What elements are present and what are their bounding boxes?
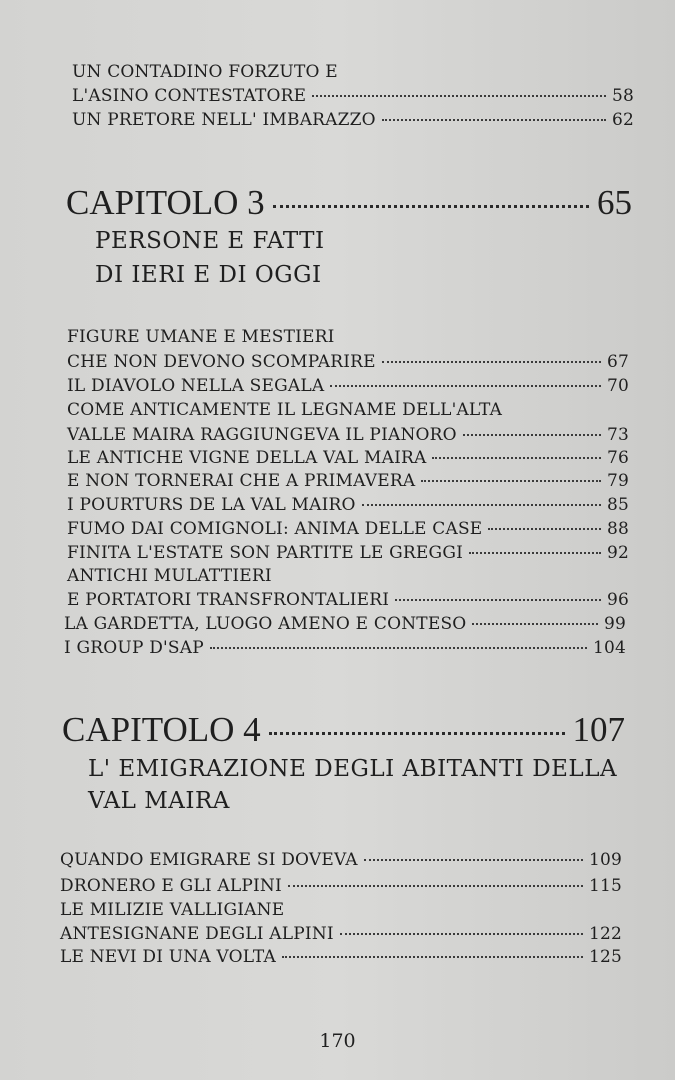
toc-page-number: 115 <box>588 876 622 896</box>
toc-entry-title: LE ANTICHE VIGNE DELLA VAL MAIRA <box>67 448 427 468</box>
chapter-page-number: 107 <box>572 710 625 749</box>
leader-dots <box>382 119 606 121</box>
toc-page-number: 92 <box>606 543 629 563</box>
leader-dots <box>469 552 601 554</box>
toc-entry <box>72 86 634 106</box>
toc-page-number: 79 <box>606 471 629 491</box>
toc-entry <box>72 110 634 130</box>
toc-entry <box>60 947 622 967</box>
chapter-subtitle: L' EMIGRAZIONE DEGLI ABITANTI DELLA <box>88 756 618 782</box>
leader-dots <box>269 732 565 735</box>
leader-dots <box>273 205 589 208</box>
toc-entry-title: ANTESIGNANE DEGLI ALPINI <box>60 924 334 944</box>
toc-entry-title: E NON TORNERAI CHE A PRIMAVERA <box>67 471 416 491</box>
toc-entry-title: CHE NON DEVONO SCOMPARIRE <box>67 352 376 372</box>
toc-entry <box>60 924 622 944</box>
toc-entry-title: IL DIAVOLO NELLA SEGALA <box>67 376 325 396</box>
leader-dots <box>288 885 583 887</box>
chapter-title: CAPITOLO 3 <box>66 183 265 222</box>
page-number-footer: 170 <box>319 1030 356 1052</box>
chapter-subtitle: PERSONE E FATTI <box>95 228 325 254</box>
chapter-subtitle: DI IERI E DI OGGI <box>95 262 322 288</box>
chapter-subtitle: VAL MAIRA <box>88 788 230 814</box>
toc-entry-line <box>67 566 272 586</box>
toc-entry <box>67 448 629 468</box>
toc-entry-title: LA GARDETTA, LUOGO AMENO E CONTESO <box>64 614 467 634</box>
toc-entry-title: FIGURE UMANE E MESTIERI <box>67 327 335 347</box>
toc-page-number: 99 <box>603 614 626 634</box>
toc-entry-title: LE MILIZIE VALLIGIANE <box>60 900 285 920</box>
toc-entry <box>67 543 629 563</box>
toc-entry <box>64 638 626 658</box>
toc-page-number: 96 <box>606 590 629 610</box>
toc-entry-title: FUMO DAI COMIGNOLI: ANIMA DELLE CASE <box>67 519 483 539</box>
toc-entry <box>67 352 629 372</box>
toc-page-number: 58 <box>611 86 634 106</box>
leader-dots <box>340 933 583 935</box>
toc-page-number: 88 <box>606 519 629 539</box>
leader-dots <box>472 623 598 625</box>
toc-entry-title: FINITA L'ESTATE SON PARTITE LE GREGGI <box>67 543 464 563</box>
toc-entry-title: ANTICHI MULATTIERI <box>67 566 272 586</box>
chapter-heading <box>62 710 625 750</box>
leader-dots <box>330 385 601 387</box>
toc-entry <box>67 590 629 610</box>
chapter-title: CAPITOLO 4 <box>62 710 261 749</box>
toc-entry-line <box>67 327 335 347</box>
toc-entry-title: E PORTATORI TRANSFRONTALIERI <box>67 590 390 610</box>
toc-entry-title: L'ASINO CONTESTATORE <box>72 86 307 106</box>
chapter-heading <box>66 183 632 223</box>
leader-dots <box>362 504 601 506</box>
toc-entry-title: I GROUP D'SAP <box>64 638 204 658</box>
toc-entry-title: UN PRETORE NELL' IMBARAZZO <box>72 110 376 130</box>
toc-entry-title: VALLE MAIRA RAGGIUNGEVA IL PIANORO <box>67 425 457 445</box>
toc-entry-title: COME ANTICAMENTE IL LEGNAME DELL'ALTA <box>67 400 503 420</box>
toc-entry <box>67 495 629 515</box>
toc-entry-title: QUANDO EMIGRARE SI DOVEVA <box>60 850 358 870</box>
toc-entry <box>67 519 629 539</box>
leader-dots <box>382 361 601 363</box>
toc-page-number: 62 <box>611 110 634 130</box>
leader-dots <box>488 528 601 530</box>
leader-dots <box>364 859 583 861</box>
toc-page-number: 73 <box>606 425 629 445</box>
toc-page-number: 109 <box>588 850 622 870</box>
toc-page-number: 122 <box>588 924 622 944</box>
leader-dots <box>432 457 600 459</box>
toc-page-number: 70 <box>606 376 629 396</box>
toc-entry <box>67 376 629 396</box>
leader-dots <box>395 599 601 601</box>
toc-entry-title: I POURTURS DE LA VAL MAIRO <box>67 495 356 515</box>
toc-page-number: 76 <box>606 448 629 468</box>
toc-entry <box>67 471 629 491</box>
toc-page-number: 85 <box>606 495 629 515</box>
toc-entry-title: DRONERO E GLI ALPINI <box>60 876 282 896</box>
toc-entry <box>67 425 629 445</box>
leader-dots <box>282 956 583 958</box>
chapter-page-number: 65 <box>597 183 632 222</box>
toc-entry <box>64 614 626 634</box>
leader-dots <box>312 95 606 97</box>
toc-page-number: 67 <box>606 352 629 372</box>
leader-dots <box>463 434 601 436</box>
toc-entry-line <box>60 900 284 920</box>
toc-entry-line <box>72 62 338 82</box>
toc-entry <box>60 876 622 896</box>
toc-entry <box>60 850 622 870</box>
toc-entry-line <box>67 400 502 420</box>
leader-dots <box>421 480 601 482</box>
leader-dots <box>210 647 587 649</box>
toc-entry-title: LE NEVI DI UNA VOLTA <box>60 947 276 967</box>
toc-page-number: 125 <box>588 947 622 967</box>
toc-entry-title: UN CONTADINO FORZUTO E <box>72 62 338 82</box>
toc-page-number: 104 <box>592 638 626 658</box>
